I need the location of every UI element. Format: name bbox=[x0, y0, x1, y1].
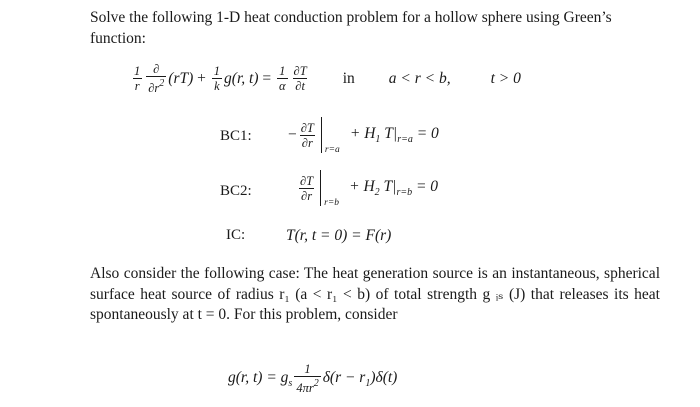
bc1-equation: − $\frac{\partial T}{\partial r}$ r=a + $H_1$ $T|_{r=a} = 0$ bbox=[288, 117, 439, 153]
fraction-dT-dt: $\frac{\partial T}{\partial t}$ bbox=[293, 64, 307, 93]
equals-sign: = bbox=[262, 69, 272, 87]
fraction-1-over-alpha: $\frac{1}{\alpha}$ bbox=[278, 64, 286, 93]
governing-equation: $\frac{1}{r}$ $\frac{\partial}{\partial r^2}$ (rT) + $\frac{1}{k}$ g(r, t) = $\frac{1}{\alpha}$ $\frac{\partial T}{\partial t}$ in a < r < b, t > 0 bbox=[134, 62, 521, 95]
bc2-equation: $\frac{\partial T}{\partial r}$ r=b + $H_2$ $T|_{r=b} = 0$ bbox=[296, 170, 438, 206]
problem-statement: Solve the following 1-D heat conduction problem for a hollow sphere using Green’s function: bbox=[90, 9, 612, 47]
ic-label: IC: bbox=[226, 227, 246, 243]
source-equation: g(r, $t) = g_s$ $\frac{1}{4\pi r^2}$ $\delta(r - r_1)\delta(t)$ bbox=[228, 362, 398, 395]
ic-equation: T(r, t = 0) = F(r) bbox=[286, 227, 392, 244]
fraction-1-over-r: $\frac{1}{r}$ bbox=[134, 64, 141, 93]
fraction-1-over-k: $\frac{1}{k}$ bbox=[213, 64, 221, 93]
domain-range: a < r < b, bbox=[388, 69, 451, 87]
fraction-d2-dr2: $\frac{\partial}{\partial r^2}$ bbox=[148, 62, 165, 95]
bc1-label: BC1: bbox=[220, 128, 252, 144]
time-condition: t > 0 bbox=[490, 69, 521, 87]
domain-in: in bbox=[342, 69, 355, 87]
bc2-label: BC2: bbox=[220, 183, 252, 199]
case-description: Also consider the following case: The heat generation source is an instantaneous, spherical surface heat source of radius r₁ (a < r₁ < b) of total strength g ᵢₛ (J) that releases its heat spontaneously at t = 0. For this problem, consider bbox=[90, 265, 660, 323]
